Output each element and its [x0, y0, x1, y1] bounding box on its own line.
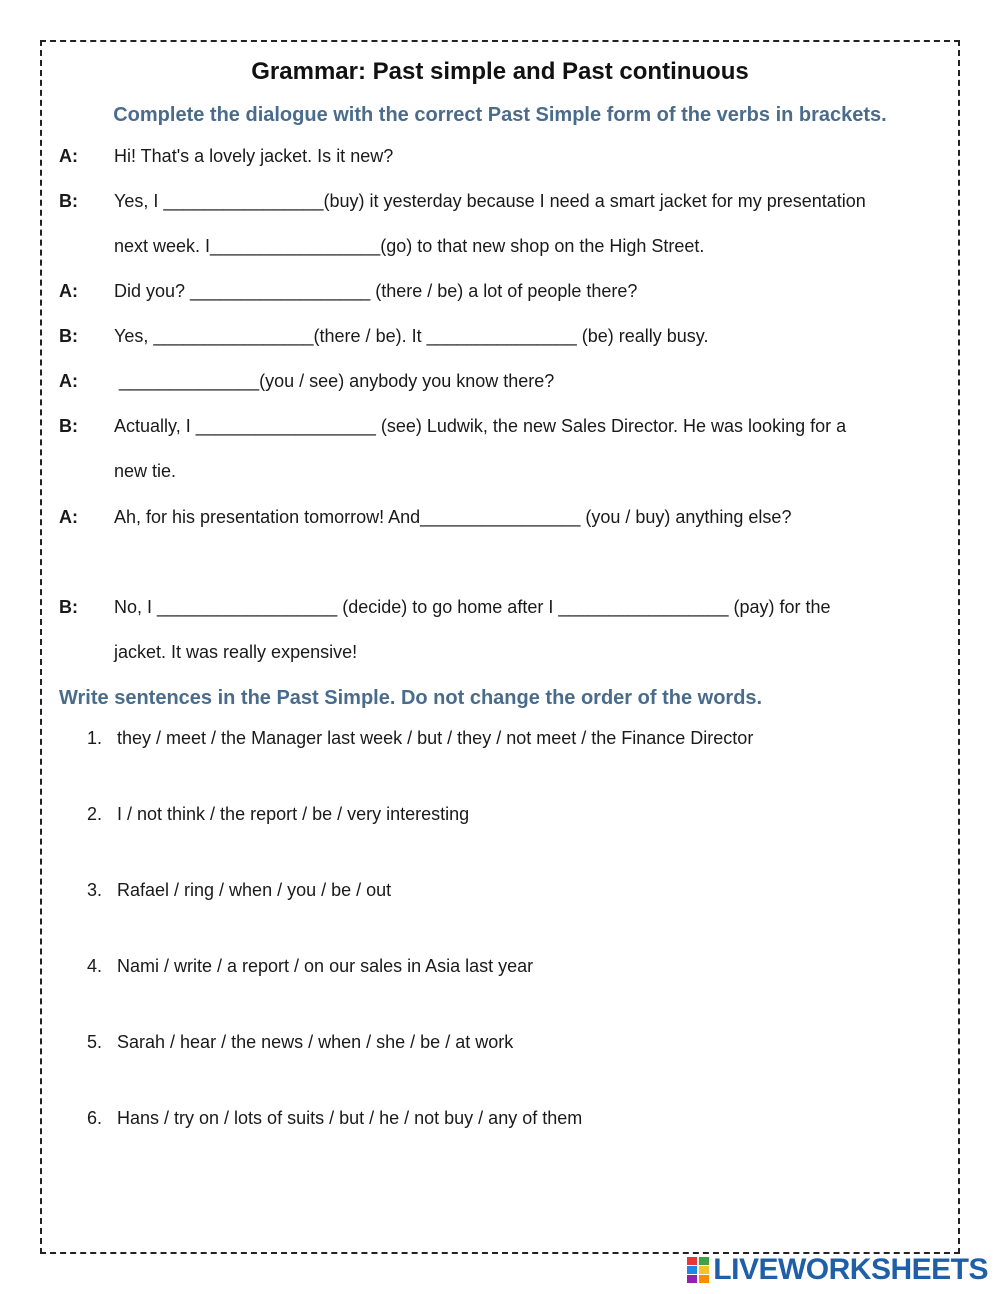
exercise-number: 1.: [87, 728, 103, 748]
exercise-number: 4.: [87, 956, 103, 976]
exercise-prompt: Rafael / ring / when / you / be / out: [117, 880, 392, 900]
instruction-sentences: Write sentences in the Past Simple. Do not change the order of the words.: [59, 687, 763, 709]
speaker-label: B:: [59, 416, 78, 436]
speaker-label: B:: [59, 191, 78, 211]
liveworksheets-logo-icon: [687, 1257, 709, 1283]
speaker-label: A:: [59, 146, 78, 166]
dialogue-line: jacket. It was really expensive!: [114, 642, 358, 662]
exercise-number: 2.: [87, 804, 103, 824]
dialogue-line: Did you? __________________ (there / be) a lot of people there?: [114, 281, 638, 301]
speaker-label: A:: [59, 507, 78, 527]
dialogue-line: Hi! That's a lovely jacket. Is it new?: [114, 146, 394, 166]
speaker-label: B:: [59, 597, 78, 617]
dialogue-line: Yes, I ________________(buy) it yesterday because I need a smart jacket for my presentation: [114, 191, 866, 211]
liveworksheets-logo[interactable]: [687, 1254, 988, 1286]
logo-text: LIVEWORKSHEETS: [713, 1253, 988, 1286]
exercise-number: 3.: [87, 880, 103, 900]
page-title: Grammar: Past simple and Past continuous: [251, 58, 749, 85]
exercise-number: 5.: [87, 1032, 103, 1052]
speaker-label: A:: [59, 281, 78, 301]
exercise-prompt: I / not think / the report / be / very interesting: [117, 804, 470, 824]
dialogue-line: next week. I_________________(go) to that new shop on the High Street.: [114, 236, 705, 256]
exercise-number: 6.: [87, 1108, 103, 1128]
dialogue-line: Yes, ________________(there / be). It _______________ (be) really busy.: [114, 326, 709, 346]
exercise-prompt: they / meet / the Manager last week / but / they / not meet / the Finance Director: [117, 728, 754, 748]
exercise-prompt: Sarah / hear / the news / when / she / be / at work: [117, 1032, 514, 1052]
dialogue-line: Ah, for his presentation tomorrow! And________________ (you / buy) anything else?: [114, 507, 792, 527]
speaker-label: B:: [59, 326, 78, 346]
dialogue-line: new tie.: [114, 461, 177, 481]
instruction-dialogue: Complete the dialogue with the correct Past Simple form of the verbs in brackets.: [113, 104, 887, 126]
speaker-label: A:: [59, 371, 78, 391]
dialogue-line: Actually, I __________________ (see) Ludwik, the new Sales Director. He was looking for a: [114, 416, 847, 436]
dialogue-line: No, I __________________ (decide) to go home after I _________________ (pay) for the: [114, 597, 831, 617]
dialogue-line: ______________(you / see) anybody you know there?: [119, 371, 555, 391]
exercise-prompt: Nami / write / a report / on our sales in Asia last year: [117, 956, 534, 976]
exercise-prompt: Hans / try on / lots of suits / but / he / not buy / any of them: [117, 1108, 583, 1128]
